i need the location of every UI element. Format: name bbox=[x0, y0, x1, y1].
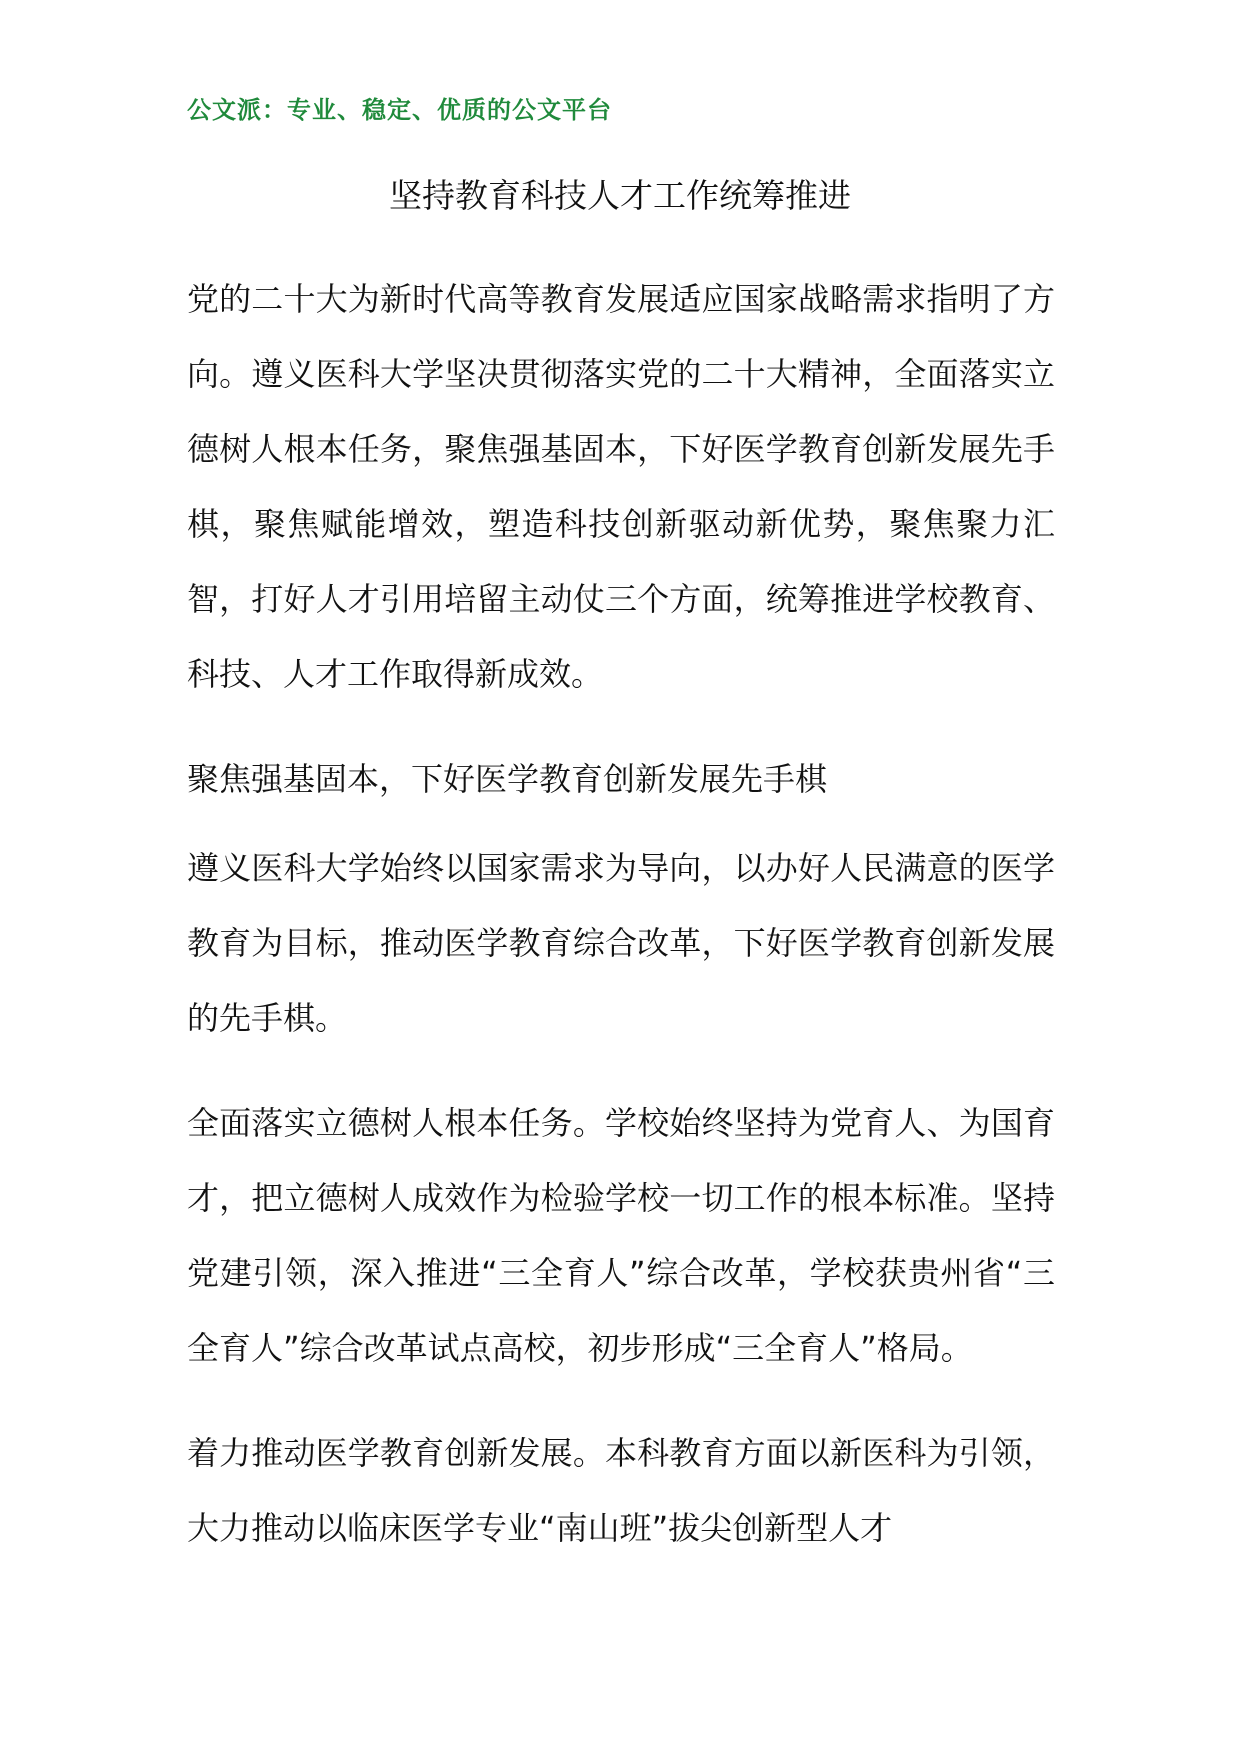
document-title: 坚持教育科技人才工作统筹推进 bbox=[389, 176, 851, 215]
platform-header-tag: 公文派：专业、稳定、优质的公文平台 bbox=[187, 96, 612, 124]
section-heading: 聚焦强基固本，下好医学教育创新发展先手棋 bbox=[187, 760, 828, 798]
paragraph-section-intro: 遵义医科大学始终以国家需求为导向，以办好人民满意的医学教育为目标，推动医学教育综合改革，下好医学教育创新发展的先手棋。 bbox=[187, 849, 1055, 1037]
paragraph-medical-innovation: 着力推动医学教育创新发展。本科教育方面以新医科为引领，大力推动以临床医学专业“南山班”拔尖创新型人才 bbox=[187, 1434, 1055, 1547]
paragraph-moral-education: 全面落实立德树人根本任务。学校始终坚持为党育人、为国育才，把立德树人成效作为检验学校一切工作的根本标准。坚持党建引领，深入推进“三全育人”综合改革，学校获贵州省“三全育人”综合改革试点高校，初步形成“三全育人”格局。 bbox=[187, 1104, 1055, 1367]
paragraph-intro: 党的二十大为新时代高等教育发展适应国家战略需求指明了方向。遵义医科大学坚决贯彻落实党的二十大精神，全面落实立德树人根本任务，聚焦强基固本，下好医学教育创新发展先手棋，聚焦赋能增效，塑造科技创新驱动新优势，聚焦聚力汇智，打好人才引用培留主动仗三个方面，统筹推进学校教育、科技、人才工作取得新成效。 bbox=[187, 280, 1055, 693]
document-body bbox=[187, 262, 1055, 1596]
